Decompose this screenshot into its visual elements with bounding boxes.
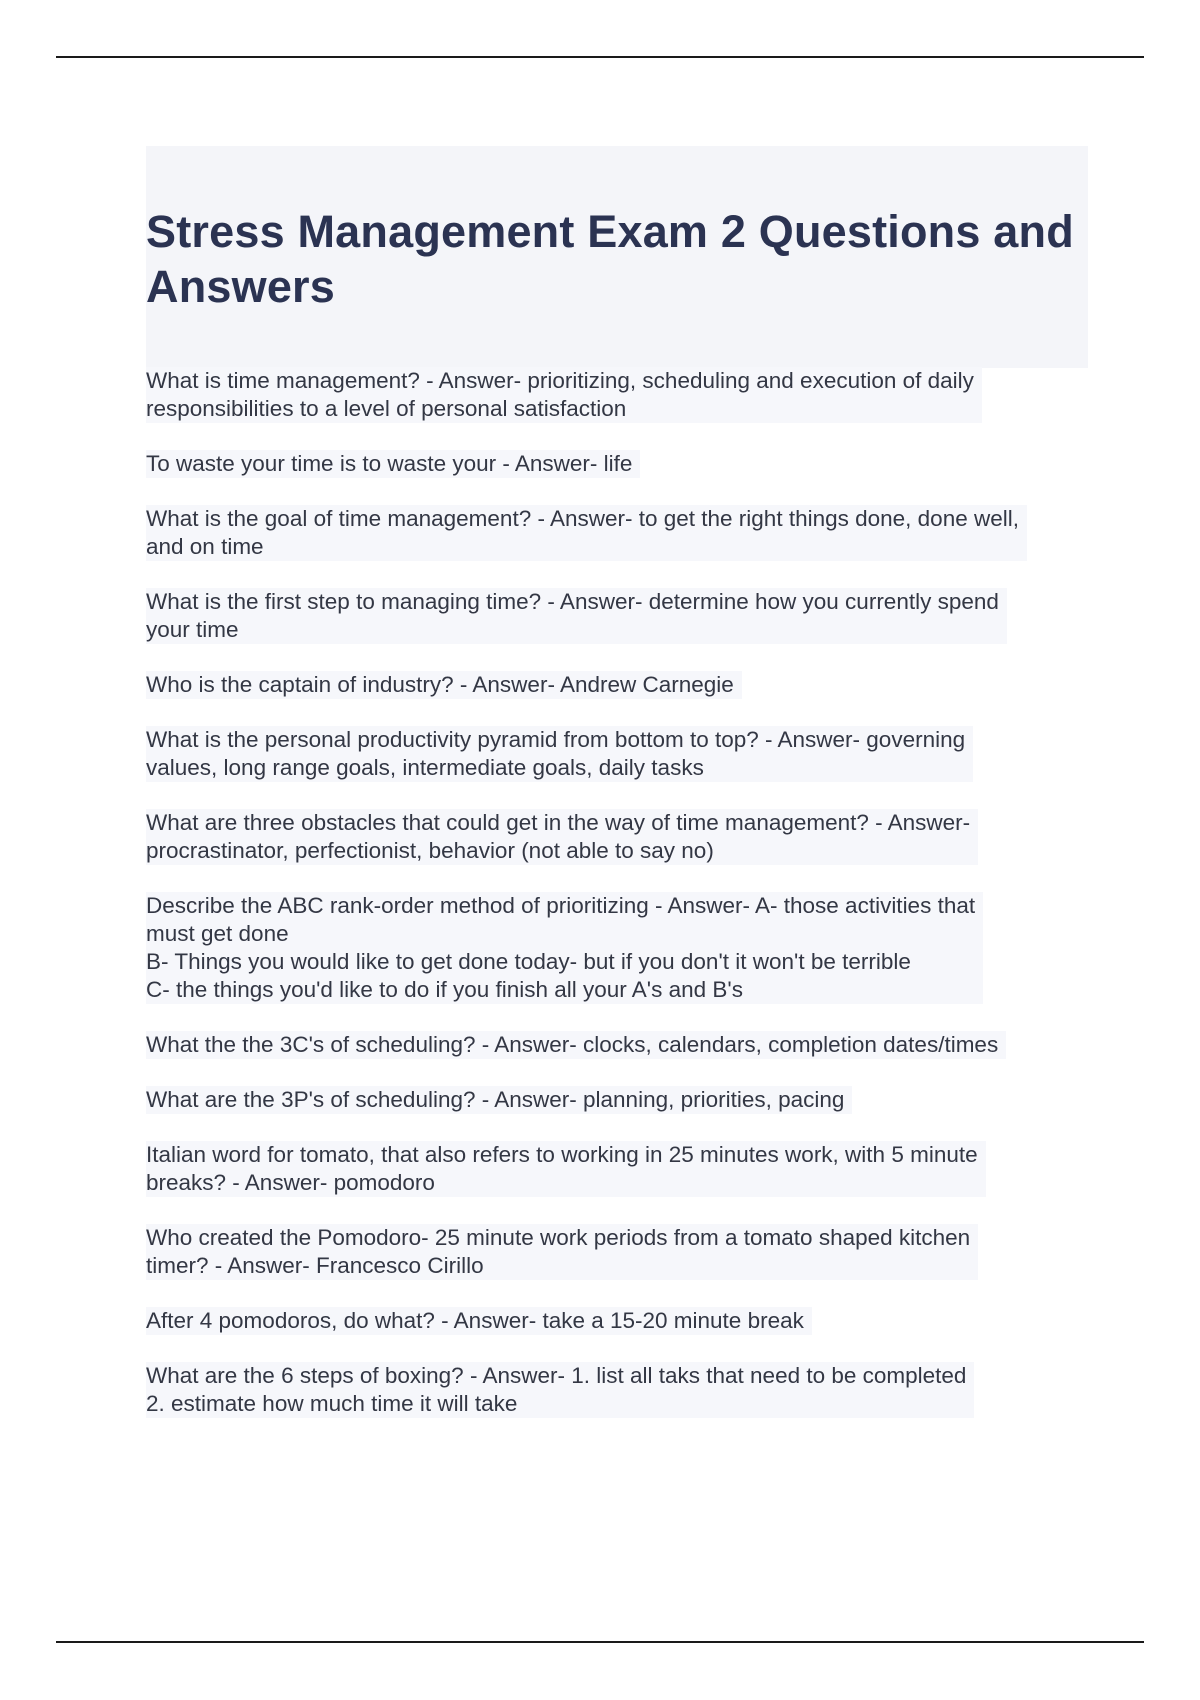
qa-item: What is time management? - Answer- prioritizing, scheduling and execution of daily responsibilities to a level of personal satisfaction xyxy=(146,367,982,423)
title-block xyxy=(146,146,1088,368)
qa-item: Who is the captain of industry? - Answer- Andrew Carnegie xyxy=(146,671,742,699)
qa-item: What are three obstacles that could get in the way of time management? - Answer- procrastinator, perfectionist, behavior (not able to say no) xyxy=(146,809,978,865)
qa-item: What is the first step to managing time? - Answer- determine how you currently spend your time xyxy=(146,588,1007,644)
qa-item: Describe the ABC rank-order method of prioritizing - Answer- A- those activities that must get done B- Things you would like to get done today- but if you don't it won't be terrible C- the things you'd like to do if you finish all your A's and B's xyxy=(146,892,983,1004)
bottom-rule xyxy=(56,1641,1144,1643)
top-rule xyxy=(56,56,1144,58)
qa-item: What is the goal of time management? - Answer- to get the right things done, done well, and on time xyxy=(146,505,1027,561)
qa-item: Italian word for tomato, that also refers to working in 25 minutes work, with 5 minute breaks? - Answer- pomodoro xyxy=(146,1141,986,1197)
qa-item: What is the personal productivity pyramid from bottom to top? - Answer- governing values, long range goals, intermediate goals, daily tasks xyxy=(146,726,973,782)
qa-item: To waste your time is to waste your - Answer- life xyxy=(146,450,640,478)
qa-item: What are the 3P's of scheduling? - Answer- planning, priorities, pacing xyxy=(146,1086,852,1114)
qa-item: After 4 pomodoros, do what? - Answer- take a 15-20 minute break xyxy=(146,1307,812,1335)
qa-item: What are the 6 steps of boxing? - Answer- 1. list all taks that need to be completed 2. estimate how much time it will take xyxy=(146,1362,974,1418)
document-title: Stress Management Exam 2 Questions and Answers xyxy=(146,206,1074,312)
qa-list xyxy=(146,367,1096,1445)
qa-item: Who created the Pomodoro- 25 minute work periods from a tomato shaped kitchen timer? - Answer- Francesco Cirillo xyxy=(146,1224,978,1280)
qa-item: What the the 3C's of scheduling? - Answer- clocks, calendars, completion dates/times xyxy=(146,1031,1006,1059)
